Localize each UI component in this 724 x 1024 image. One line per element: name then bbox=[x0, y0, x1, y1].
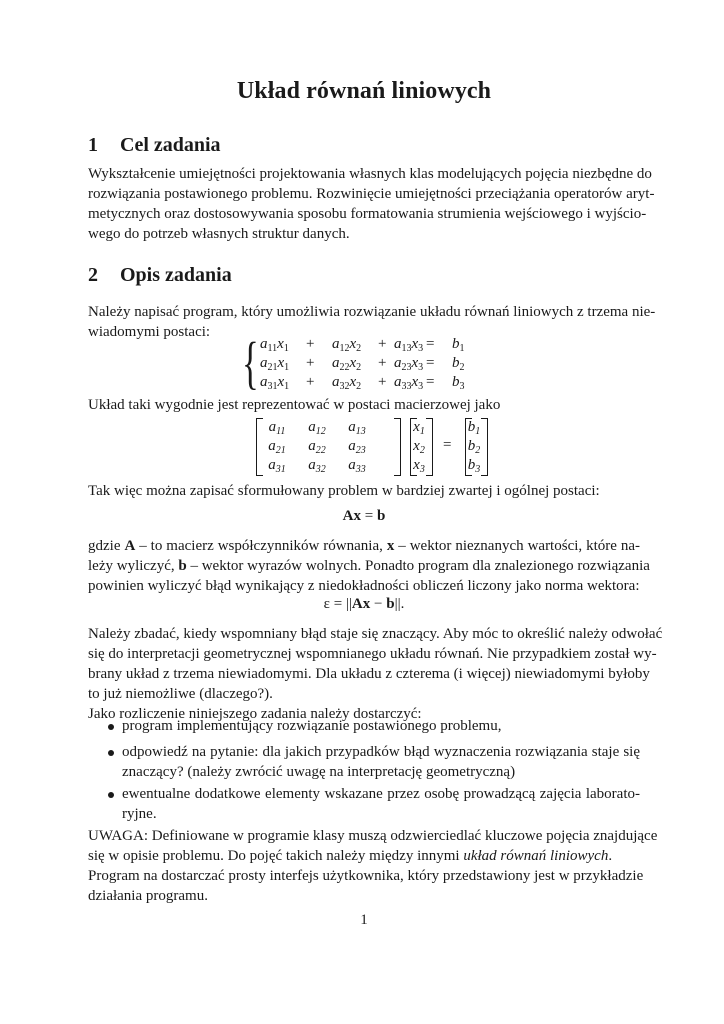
section-title: Cel zadania bbox=[120, 134, 221, 156]
equation-term: $a_{31}x_1$ bbox=[260, 374, 290, 392]
vector-x-cell: $x_2$ bbox=[413, 438, 425, 456]
equation-term: $a_{13}x_3$ bbox=[394, 336, 424, 354]
text-line: działania programu. bbox=[88, 888, 208, 904]
equation-term: + bbox=[378, 336, 387, 352]
text-line: UWAGA: Definiowane w programie klasy muszą odzwierciedlać kluczowe pojęcia znajdujące bbox=[88, 828, 658, 844]
error-equation: ε = ||Ax − b||. bbox=[323, 596, 405, 612]
matrix-symbol: Ax bbox=[342, 508, 362, 524]
matrix-a-cell: $a_{22}$ bbox=[308, 438, 326, 456]
section-1-paragraph bbox=[88, 164, 655, 244]
text-line: rozwiązania postawionego problemu. Rozwinięcie umiejętności przeciążania operatorów aryt- bbox=[88, 186, 655, 202]
equation-term: $b_3$ bbox=[452, 374, 465, 392]
vector-x-cell: $x_3$ bbox=[413, 457, 425, 475]
bullet-dot bbox=[108, 792, 114, 798]
text-line: leży wyliczyć, b – wektor wyrazów wolnych. Ponadto program dla znalezionego rozwiązania bbox=[88, 558, 650, 574]
equation-term: + bbox=[378, 374, 387, 390]
section-2-heading bbox=[88, 264, 232, 287]
text-line: Należy zbadać, kiedy wspomniany błąd staje się znaczący. Aby móc to określić należy odwołać bbox=[88, 626, 663, 642]
vector-x-cell: $x_1$ bbox=[413, 419, 425, 437]
section-number: 2 bbox=[88, 264, 98, 286]
compact-equation bbox=[88, 508, 640, 525]
section-1-heading bbox=[88, 134, 221, 157]
matrix-a-cell: $a_{23}$ bbox=[348, 438, 366, 456]
vector-b-cell: $b_3$ bbox=[467, 457, 481, 475]
equation-term: $a_{23}x_3$ bbox=[394, 355, 424, 373]
text-line: metycznych oraz dostosowywania sposobu formatowania strumienia wejściowego i wyjścio- bbox=[88, 206, 647, 222]
equation-term: $a_{22}x_2$ bbox=[332, 355, 362, 373]
section-number: 1 bbox=[88, 134, 98, 156]
text-line: powinien wyliczyć błąd wynikający z niedokładności obliczeń liczony jako norma wektora: bbox=[88, 578, 640, 594]
compact-intro bbox=[88, 481, 640, 501]
equation-term: $a_{33}x_3$ bbox=[394, 374, 424, 392]
equation-term: $b_1$ bbox=[452, 336, 465, 354]
matrix-equation bbox=[88, 418, 640, 476]
matrix-a-cell: $a_{11}$ bbox=[268, 419, 286, 437]
vector-symbol: b bbox=[376, 508, 386, 524]
equation-term: = bbox=[426, 374, 435, 390]
vector-b-cell: $b_1$ bbox=[467, 419, 481, 437]
text-line: wego do potrzeb własnych struktur danych. bbox=[88, 226, 350, 242]
where-paragraph bbox=[88, 536, 650, 596]
equation-term: = bbox=[426, 336, 435, 352]
equation-term: $a_{21}x_1$ bbox=[260, 355, 290, 373]
bullet-dot bbox=[108, 750, 114, 756]
bullet-dot bbox=[108, 724, 114, 730]
page-number: 1 bbox=[360, 912, 368, 928]
equation-term: + bbox=[378, 355, 387, 371]
document-page: Układ równań liniowych 1 Cel zadania Wykształcenie umiejętności projektowania własnych klas modelujących pojęcia niezbędne do rozwiązania postawionego problemu. Rozwinięcie umiejętności przeciążania operatorów aryt- metycznych oraz dostosowywania sposobu formatowania strumienia wejściowego i wyjścio- wego do potrzeb własnych struktur danych. 2 Opis zadania Należy napisać program, który umożliwia rozwiązanie układu równań liniowych z trzema nie- wiadomymi postaci: { $a_{11}x_1$ + $a_{12}x_2$ + $a_{13}x_3$ = $b_1$ $a_{21}x_1$ + $a_{22}x_2$ + $a_{23}x_3$ = $b_2$ $a_{31}x_1$ + $a_{32}x_2$ + $a_{33}x_3$ = $b_3$ Układ taki wygodnie jest reprezentować w postaci macierzowej jako $a_{11}$ $a_{12}$ $a_{13}$ $a_{21}$ $a_{22}$ $a_{23}$ $a_{31}$ $a_{32}$ $a_{33}$ $x_1$ $x_2$ $x_3$ $b_1$ $b_2$ $b_3$ = Tak więc można zapisać sformułowany problem w bardziej zwartej i ogólnej postaci: Ax = b gdzie A – to macierz współczynników równania, x – wektor nieznanych wartości, które na- leży wyliczyć, b – wektor wyrazów wolnych. Ponadto program dla znalezionego rozwiązania powinien wyliczyć błąd wynikający z niedokładności obliczeń liczony jako norma wektora: ε = ||Ax − b||. Należy zbadać, kiedy wspomniany błąd staje się znaczący. Aby móc to określić należy odwołać się do interpretacji geometrycznej wspomnianego układu równań. Nie przypadkiem został wy- brany układ z trzema niewiadomymi. Dla układu z czterema (i więcej) niewiadomymi byłoby to już niemożliwe (dlaczego?). Jako rozliczenie niniejszego zadania należy dostarczyć: program implementujący rozwiązanie postawionego problemu, odpowiedź na pytanie: dla jakich przypadków błąd wyznaczenia rozwiązania staje się znaczący? (należy zwrócić uwagę na interpretację geometryczną) ewentualne dodatkowe elementy wskazane przez osobę prowadzącą zajęcia laborato- ryjne. UWAGA: Definiowane w programie klasy muszą odzwierciedlać kluczowe pojęcia znajdujące się w opisie problemu. Do pojęć takich należy między innymi układ równań liniowych. Program na dostarczać prosty interfejs użytkownika, który przedstawiony jest w przykładzie działania programu. 1 bbox=[88, 78, 663, 928]
matrix-a-cell: $a_{31}$ bbox=[268, 457, 286, 475]
note-paragraph bbox=[88, 826, 658, 906]
text-line: Wykształcenie umiejętności projektowania własnych klas modelujących pojęcia niezbędne do bbox=[88, 166, 652, 182]
equals-sign: = bbox=[361, 508, 377, 524]
equation-term: $a_{12}x_2$ bbox=[332, 336, 362, 354]
left-brace: { bbox=[242, 330, 259, 395]
matrix-a-cell: $a_{32}$ bbox=[308, 457, 326, 475]
equation-term: $a_{32}x_2$ bbox=[332, 374, 362, 392]
vector-b-cell: $b_2$ bbox=[467, 438, 481, 456]
text-line: Tak więc można zapisać sformułowany problem w bardziej zwartej i ogólnej postaci: bbox=[88, 483, 600, 499]
text-line: gdzie A – to macierz współczynników równania, x – wektor nieznanych wartości, które na- bbox=[88, 538, 641, 554]
text-line: to już niemożliwe (dlaczego?). bbox=[88, 686, 273, 702]
matrix-a-cell: $a_{13}$ bbox=[348, 419, 366, 437]
matrix-intro bbox=[88, 395, 640, 415]
matrix-a-cell: $a_{33}$ bbox=[348, 457, 366, 475]
equation-term: $a_{11}x_1$ bbox=[260, 336, 289, 354]
text-line: się do interpretacji geometrycznej wspomnianego układu równań. Nie przypadkiem został wy- bbox=[88, 646, 657, 662]
equation-term: + bbox=[306, 355, 315, 371]
section-title: Opis zadania bbox=[120, 264, 232, 286]
text-line: wiadomymi postaci: bbox=[88, 324, 211, 340]
text-line: Program na dostarczać prosty interfejs użytkownika, który przedstawiony jest w przykładzie bbox=[88, 868, 644, 884]
matrix-a-right-bracket bbox=[394, 418, 401, 476]
equation-term: $b_2$ bbox=[452, 355, 465, 373]
equation-term: = bbox=[426, 355, 435, 371]
analysis-paragraph bbox=[88, 624, 663, 724]
matrix-a-cell: $a_{21}$ bbox=[268, 438, 286, 456]
matrix-a-cell: $a_{12}$ bbox=[308, 419, 326, 437]
document-title: Układ równań liniowych bbox=[236, 78, 492, 104]
equation-term: + bbox=[306, 336, 315, 352]
text-line: Należy napisać program, który umożliwia rozwiązanie układu równań liniowych z trzema nie- bbox=[88, 304, 656, 320]
text-line: się w opisie problemu. Do pojęć takich należy między innymi układ równań liniowych. bbox=[88, 848, 613, 864]
text-line: Układ taki wygodnie jest reprezentować w postaci macierzowej jako bbox=[88, 397, 501, 413]
equation-system bbox=[242, 330, 502, 395]
matrix-equals: = bbox=[443, 437, 452, 453]
text-line: Jako rozliczenie niniejszego zadania należy dostarczyć: bbox=[88, 706, 422, 722]
equation-term: + bbox=[306, 374, 315, 390]
text-line: brany układ z trzema niewiadomymi. Dla układu z czterema (i więcej) niewiadomymi byłoby bbox=[88, 666, 650, 682]
